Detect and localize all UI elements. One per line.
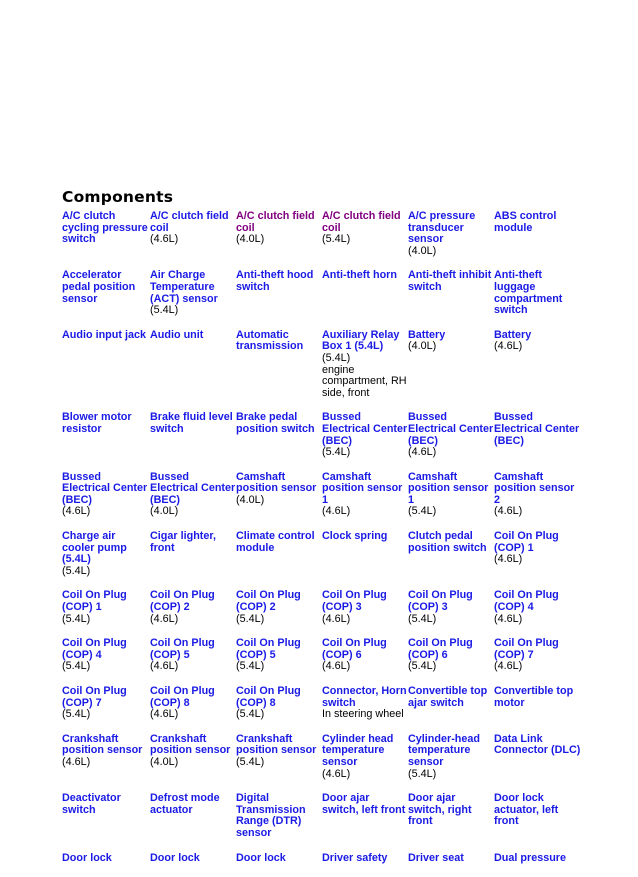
component-link[interactable]: Cylinder-head temperature sensor bbox=[408, 732, 480, 768]
component-link[interactable]: Auxiliary Relay Box 1 (5.4L) bbox=[322, 328, 400, 353]
component-note: (4.6L) bbox=[150, 233, 179, 246]
component-cell bbox=[150, 590, 236, 638]
component-link[interactable]: Coil On Plug (COP) 7 bbox=[494, 637, 559, 661]
component-cell bbox=[236, 734, 322, 793]
component-cell bbox=[408, 412, 494, 471]
component-cell bbox=[150, 211, 236, 270]
component-link[interactable]: Blower motor resistor bbox=[62, 411, 132, 435]
component-note: (4.6L) bbox=[150, 660, 179, 673]
component-cell bbox=[150, 531, 236, 590]
component-note: (4.0L) bbox=[236, 233, 265, 246]
component-link[interactable]: Charge air cooler pump (5.4L) bbox=[62, 530, 127, 566]
component-link[interactable]: Defrost mode actuator bbox=[150, 792, 220, 816]
component-note: (4.6L) bbox=[494, 553, 523, 566]
component-link[interactable]: Camshaft position sensor 1 bbox=[322, 470, 403, 506]
component-link[interactable]: Digital Transmission Range (DTR) sensor bbox=[236, 792, 306, 839]
component-link[interactable]: Bussed Electrical Center (BEC) bbox=[494, 411, 580, 447]
component-note: (5.4L) bbox=[62, 708, 91, 721]
component-cell bbox=[150, 472, 236, 531]
component-cell bbox=[494, 412, 582, 471]
component-note: (5.4L) bbox=[322, 233, 351, 246]
component-note: (5.4L) bbox=[236, 612, 265, 625]
component-link[interactable]: Bussed Electrical Center (BEC) bbox=[62, 470, 148, 506]
component-cell bbox=[236, 472, 322, 531]
component-link[interactable]: Bussed Electrical Center (BEC) bbox=[408, 411, 494, 447]
component-cell bbox=[62, 853, 150, 877]
component-link[interactable]: Camshaft position sensor bbox=[236, 470, 317, 495]
component-cell bbox=[150, 270, 236, 329]
component-cell bbox=[322, 734, 408, 793]
component-cell bbox=[408, 472, 494, 531]
component-note: (5.4L) bbox=[62, 612, 91, 625]
component-cell bbox=[236, 412, 322, 471]
component-link[interactable]: Anti-theft inhibit switch bbox=[408, 269, 492, 293]
component-note: (5.4L) bbox=[322, 446, 351, 459]
component-cell bbox=[322, 412, 408, 471]
component-cell bbox=[322, 270, 408, 329]
component-link[interactable]: A/C clutch field coil bbox=[236, 210, 315, 234]
component-note: (5.4L) bbox=[62, 660, 91, 673]
component-link[interactable]: Clutch pedal position switch bbox=[408, 530, 487, 554]
component-note: (4.6L) bbox=[322, 612, 351, 625]
component-cell bbox=[322, 590, 408, 638]
component-note: (4.6L) bbox=[150, 612, 179, 625]
component-cell bbox=[150, 734, 236, 793]
component-link[interactable]: Coil On Plug (COP) 2 bbox=[150, 589, 215, 614]
component-cell bbox=[494, 686, 582, 734]
component-cell bbox=[236, 590, 322, 638]
component-cell bbox=[494, 793, 582, 852]
component-cell bbox=[494, 330, 582, 413]
component-link[interactable]: Coil On Plug (COP) 1 bbox=[494, 530, 559, 554]
component-cell bbox=[62, 412, 150, 471]
component-note: (4.6L) bbox=[62, 505, 91, 518]
component-cell bbox=[236, 330, 322, 413]
component-link[interactable]: Door lock bbox=[62, 851, 112, 864]
component-note: (4.0L) bbox=[408, 340, 437, 353]
component-note: (5.4L) bbox=[62, 564, 91, 577]
component-link[interactable]: Climate control module bbox=[236, 530, 315, 554]
component-cell bbox=[62, 330, 150, 413]
component-link[interactable]: Camshaft position sensor 1 bbox=[408, 470, 489, 506]
component-cell bbox=[236, 638, 322, 686]
component-link[interactable]: Brake pedal position switch bbox=[236, 411, 315, 435]
component-cell bbox=[322, 211, 408, 270]
component-cell bbox=[494, 853, 582, 877]
component-cell bbox=[322, 793, 408, 852]
component-cell bbox=[494, 638, 582, 686]
component-link[interactable]: Coil On Plug (COP) 6 bbox=[322, 637, 387, 661]
component-note: (4.6L) bbox=[494, 340, 523, 353]
component-cell bbox=[150, 638, 236, 686]
component-cell bbox=[150, 853, 236, 877]
component-cell bbox=[408, 638, 494, 686]
component-link[interactable]: Driver seat bbox=[408, 851, 464, 864]
component-note: (4.0L) bbox=[408, 244, 437, 257]
component-cell bbox=[494, 531, 582, 590]
component-link[interactable]: Crankshaft position sensor bbox=[62, 732, 143, 757]
component-cell bbox=[62, 590, 150, 638]
component-cell bbox=[150, 686, 236, 734]
component-link[interactable]: Coil On Plug (COP) 3 bbox=[408, 589, 473, 614]
component-cell bbox=[236, 686, 322, 734]
component-note: (4.6L) bbox=[62, 755, 91, 768]
component-note: (5.4L) bbox=[236, 708, 265, 721]
component-cell bbox=[236, 211, 322, 270]
component-note: (5.4L) bbox=[408, 767, 437, 780]
component-cell bbox=[62, 472, 150, 531]
component-note: (5.4L) engine compartment, RH side, front bbox=[322, 351, 407, 399]
component-link[interactable]: Convertible top ajar switch bbox=[408, 685, 488, 709]
component-link[interactable]: Door lock bbox=[236, 851, 286, 864]
component-note: (4.6L) bbox=[322, 767, 351, 780]
component-cell bbox=[322, 853, 408, 877]
component-link[interactable]: Door lock actuator, left front bbox=[494, 792, 559, 828]
component-link[interactable]: Coil On Plug (COP) 4 bbox=[494, 589, 559, 614]
component-link[interactable]: Accelerator pedal position sensor bbox=[62, 269, 136, 305]
component-cell bbox=[62, 734, 150, 793]
component-cell bbox=[322, 638, 408, 686]
component-cell bbox=[408, 590, 494, 638]
component-cell bbox=[408, 853, 494, 877]
component-cell bbox=[62, 638, 150, 686]
component-cell bbox=[150, 793, 236, 852]
component-cell bbox=[408, 793, 494, 852]
component-cell bbox=[236, 793, 322, 852]
component-link[interactable]: Door lock bbox=[150, 851, 200, 864]
component-link[interactable]: Coil On Plug (COP) 6 bbox=[408, 637, 473, 661]
component-note: (4.0L) bbox=[150, 505, 179, 518]
component-note: (4.6L) bbox=[494, 660, 523, 673]
component-link[interactable]: Clock spring bbox=[322, 530, 388, 543]
component-note: (5.4L) bbox=[408, 660, 437, 673]
component-note: In steering wheel bbox=[322, 708, 404, 721]
component-link-grid bbox=[62, 211, 582, 877]
component-cell bbox=[494, 270, 582, 329]
component-cell bbox=[236, 853, 322, 877]
component-link[interactable]: Cigar lighter, front bbox=[150, 530, 216, 554]
component-note: (4.0L) bbox=[150, 755, 179, 768]
component-cell bbox=[236, 270, 322, 329]
component-cell bbox=[408, 270, 494, 329]
component-link[interactable]: Anti-theft luggage compartment switch bbox=[494, 269, 563, 317]
component-note: (4.6L) bbox=[494, 505, 523, 518]
component-link[interactable]: Coil On Plug (COP) 7 bbox=[62, 685, 127, 709]
component-cell bbox=[322, 472, 408, 531]
component-link[interactable]: Anti-theft hood switch bbox=[236, 269, 314, 293]
component-note: (4.6L) bbox=[322, 660, 351, 673]
component-cell bbox=[62, 211, 150, 270]
component-link[interactable]: Coil On Plug (COP) 5 bbox=[150, 637, 215, 661]
component-cell bbox=[150, 412, 236, 471]
component-link[interactable]: Coil On Plug (COP) 1 bbox=[62, 589, 127, 614]
component-link[interactable]: Battery bbox=[408, 328, 446, 341]
component-cell bbox=[494, 590, 582, 638]
component-cell bbox=[408, 686, 494, 734]
component-note: (5.4L) bbox=[408, 612, 437, 625]
component-link[interactable]: Coil On Plug (COP) 8 bbox=[150, 685, 215, 709]
component-link[interactable]: A/C clutch field coil bbox=[150, 210, 229, 234]
section-heading: Components bbox=[62, 188, 174, 206]
component-link[interactable]: Crankshaft position sensor bbox=[236, 732, 317, 757]
component-link[interactable]: Air Charge Temperature (ACT) sensor bbox=[150, 269, 218, 305]
component-link[interactable]: Deactivator switch bbox=[62, 792, 121, 816]
component-cell bbox=[62, 531, 150, 590]
component-link[interactable]: Anti-theft horn bbox=[322, 269, 397, 282]
component-link[interactable]: Data Link Connector (DLC) bbox=[494, 732, 581, 757]
component-link[interactable]: Convertible top motor bbox=[494, 685, 574, 709]
component-link[interactable]: A/C pressure transducer sensor bbox=[408, 210, 476, 246]
component-link[interactable]: Automatic transmission bbox=[236, 328, 304, 353]
component-note: (4.6L) bbox=[150, 708, 179, 721]
component-cell bbox=[494, 211, 582, 270]
component-note: (4.6L) bbox=[494, 612, 523, 625]
component-link[interactable]: Door ajar switch, right front bbox=[408, 792, 472, 828]
component-cell bbox=[408, 734, 494, 793]
component-link[interactable]: Coil On Plug (COP) 8 bbox=[236, 685, 301, 709]
component-cell bbox=[62, 686, 150, 734]
component-link[interactable]: Driver safety bbox=[322, 851, 388, 864]
component-link[interactable]: Door ajar switch, left front bbox=[322, 792, 406, 816]
component-note: (5.4L) bbox=[236, 660, 265, 673]
component-link[interactable]: Cylinder head temperature sensor bbox=[322, 732, 394, 768]
component-note: (4.0L) bbox=[236, 493, 265, 506]
component-note: (4.6L) bbox=[408, 446, 437, 459]
component-link[interactable]: Dual pressure bbox=[494, 851, 567, 864]
component-note: (5.4L) bbox=[408, 505, 437, 518]
component-cell bbox=[494, 734, 582, 793]
component-cell bbox=[322, 686, 408, 734]
component-cell bbox=[322, 531, 408, 590]
component-link[interactable]: Connector, Horn switch bbox=[322, 685, 407, 709]
component-link[interactable]: Camshaft position sensor 2 bbox=[494, 470, 575, 506]
component-link[interactable]: Battery bbox=[494, 328, 532, 341]
component-cell bbox=[408, 531, 494, 590]
component-link[interactable]: Coil On Plug (COP) 2 bbox=[236, 589, 301, 614]
component-link[interactable]: A/C clutch field coil bbox=[322, 210, 401, 234]
component-cell bbox=[62, 793, 150, 852]
component-link[interactable]: A/C clutch cycling pressure switch bbox=[62, 210, 148, 246]
component-link[interactable]: Coil On Plug (COP) 4 bbox=[62, 637, 127, 661]
component-link[interactable]: Brake fluid level switch bbox=[150, 411, 233, 435]
component-cell bbox=[62, 270, 150, 329]
component-cell bbox=[322, 330, 408, 413]
component-link[interactable]: Bussed Electrical Center (BEC) bbox=[322, 411, 408, 447]
component-cell bbox=[494, 472, 582, 531]
component-note: (5.4L) bbox=[150, 304, 179, 317]
component-cell bbox=[236, 531, 322, 590]
component-link[interactable]: ABS control module bbox=[494, 210, 557, 234]
component-cell bbox=[150, 330, 236, 413]
component-note: (5.4L) bbox=[236, 755, 265, 768]
component-link[interactable]: Crankshaft position sensor bbox=[150, 732, 231, 757]
component-cell bbox=[408, 211, 494, 270]
component-link[interactable]: Audio unit bbox=[150, 328, 204, 341]
component-cell bbox=[408, 330, 494, 413]
component-link[interactable]: Audio input jack bbox=[62, 328, 146, 341]
component-link[interactable]: Coil On Plug (COP) 5 bbox=[236, 637, 301, 661]
component-link[interactable]: Coil On Plug (COP) 3 bbox=[322, 589, 387, 614]
component-note: (4.6L) bbox=[322, 505, 351, 518]
component-link[interactable]: Bussed Electrical Center (BEC) bbox=[150, 470, 236, 506]
